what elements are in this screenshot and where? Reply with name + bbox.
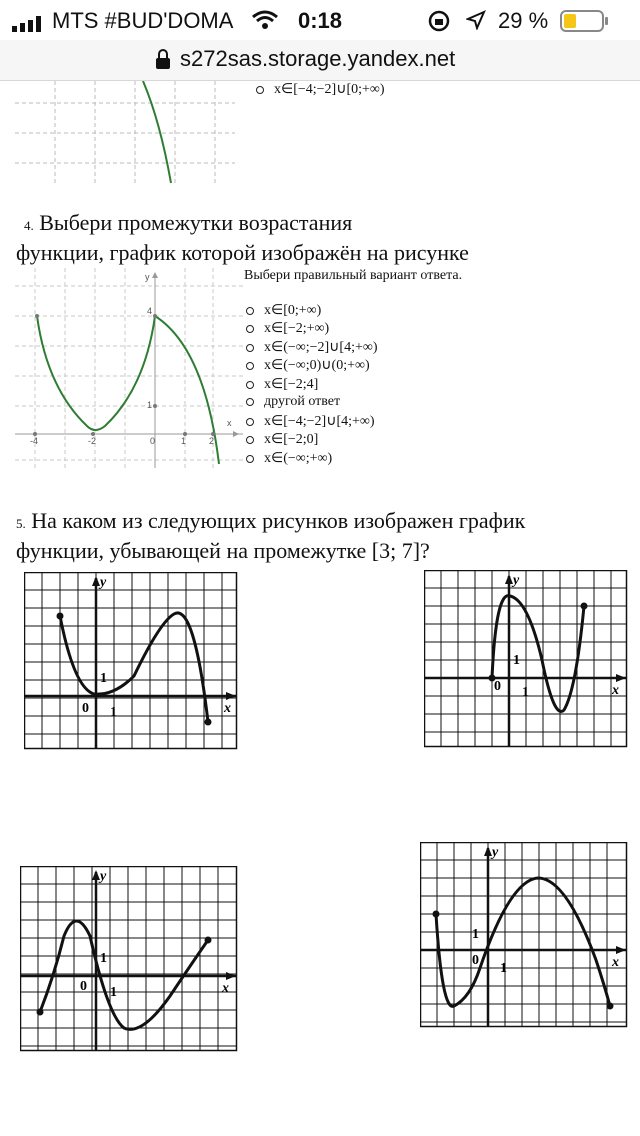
status-bar xyxy=(0,0,640,40)
q4-x-tick-m2: -2 xyxy=(88,436,97,446)
q4-option-2[interactable]: x∈[−2;+∞) xyxy=(246,320,329,337)
q5-g1-one-y: 1 xyxy=(100,671,107,686)
q5-g2-zero: 0 xyxy=(494,679,501,694)
q4-x-tick-1: 1 xyxy=(181,436,187,446)
radio-icon[interactable] xyxy=(246,398,254,406)
q5-graph-2[interactable] xyxy=(424,570,628,748)
q4-y-tick-1: 1 xyxy=(147,400,153,410)
q4-option-3[interactable]: x∈(−∞;−2]∪[4;+∞) xyxy=(246,339,378,356)
q4-x-tick-0: 0 xyxy=(150,436,156,446)
q5-g3-y-label: y xyxy=(100,869,107,884)
q4-option-8[interactable]: x∈[−2;0] xyxy=(246,431,318,448)
q5-g4-x-label: x xyxy=(612,955,619,970)
q5-g4-zero: 0 xyxy=(472,953,479,968)
q5-g3-one-y: 1 xyxy=(100,951,107,966)
radio-icon[interactable] xyxy=(246,307,254,315)
q5-title-line2: функции, убывающей на промежутке [3; 7]? xyxy=(16,538,430,563)
q4-x-tick-m4: -4 xyxy=(30,436,39,446)
q4-option-9[interactable]: x∈(−∞;+∞) xyxy=(246,450,332,467)
q5-g4-one-y: 1 xyxy=(472,927,479,942)
q4-title-line2: функции, график которой изображён на рисунке xyxy=(16,240,469,265)
clock: 0:18 xyxy=(298,8,343,33)
q5-g3-one-x: 1 xyxy=(110,985,117,1000)
q4-option-4[interactable]: x∈(−∞;0)∪(0;+∞) xyxy=(246,357,370,374)
q4-option-5[interactable]: x∈[−2;4] xyxy=(246,376,318,393)
q5-g1-y-label: y xyxy=(100,575,107,590)
q5-g2-one-x: 1 xyxy=(522,685,529,700)
radio-icon[interactable] xyxy=(246,325,254,333)
q3-graph xyxy=(15,81,245,186)
q4-y-label: y xyxy=(145,272,150,282)
radio-icon[interactable] xyxy=(246,381,254,389)
url-text[interactable]: s272sas.storage.yandex.net xyxy=(180,46,456,71)
radio-icon[interactable] xyxy=(246,362,254,370)
q4-x-label: x xyxy=(227,418,232,428)
rotation-lock-icon xyxy=(428,10,450,38)
signal-icon xyxy=(12,12,46,38)
q4-title-line1: 4. Выбери промежутки возрастания xyxy=(24,210,353,235)
q5-g1-one-x: 1 xyxy=(110,705,117,720)
q5-graph-3[interactable] xyxy=(20,866,238,1052)
q5-g2-y-label: y xyxy=(513,573,520,588)
q4-number: 4. xyxy=(24,218,34,233)
radio-icon[interactable] xyxy=(256,86,264,94)
q5-g1-x-label: x xyxy=(224,701,231,716)
q4-y-tick-4: 4 xyxy=(147,306,153,316)
q4-x-tick-2: 2 xyxy=(209,436,215,446)
radio-icon[interactable] xyxy=(246,436,254,444)
address-bar[interactable] xyxy=(0,40,640,81)
q5-title-line1: 5. На каком из следующих рисунков изображен график xyxy=(16,508,526,533)
q5-graph-1[interactable] xyxy=(24,572,238,750)
q5-g1-zero: 0 xyxy=(82,701,89,716)
lock-icon xyxy=(155,48,171,76)
q4-option-6[interactable]: другой ответ xyxy=(246,394,340,410)
q4-graph xyxy=(15,268,247,468)
radio-icon[interactable] xyxy=(246,344,254,352)
q3-option[interactable]: x∈[−4;−2]∪[0;+∞) xyxy=(256,81,385,98)
q4-hint: Выбери правильный вариант ответа. xyxy=(244,268,463,283)
battery-percent: 29 % xyxy=(498,8,549,33)
q4-option-1[interactable]: x∈[0;+∞) xyxy=(246,302,321,319)
radio-icon[interactable] xyxy=(246,455,254,463)
wifi-icon xyxy=(252,10,278,36)
q5-g2-one-y: 1 xyxy=(513,653,520,668)
q4-option-7[interactable]: x∈[−4;−2]∪[4;+∞) xyxy=(246,413,375,430)
q5-g3-x-label: x xyxy=(222,981,229,996)
battery-icon xyxy=(560,10,610,38)
radio-icon[interactable] xyxy=(246,418,254,426)
q5-g4-y-label: y xyxy=(492,845,499,860)
q5-g3-zero: 0 xyxy=(80,979,87,994)
q5-number: 5. xyxy=(16,516,26,531)
q5-g2-x-label: x xyxy=(612,683,619,698)
q5-g4-one-x: 1 xyxy=(500,961,507,976)
carrier-label: MTS #BUD'DOMA xyxy=(52,8,234,33)
location-icon xyxy=(466,10,486,36)
q5-graph-4[interactable] xyxy=(420,842,628,1028)
